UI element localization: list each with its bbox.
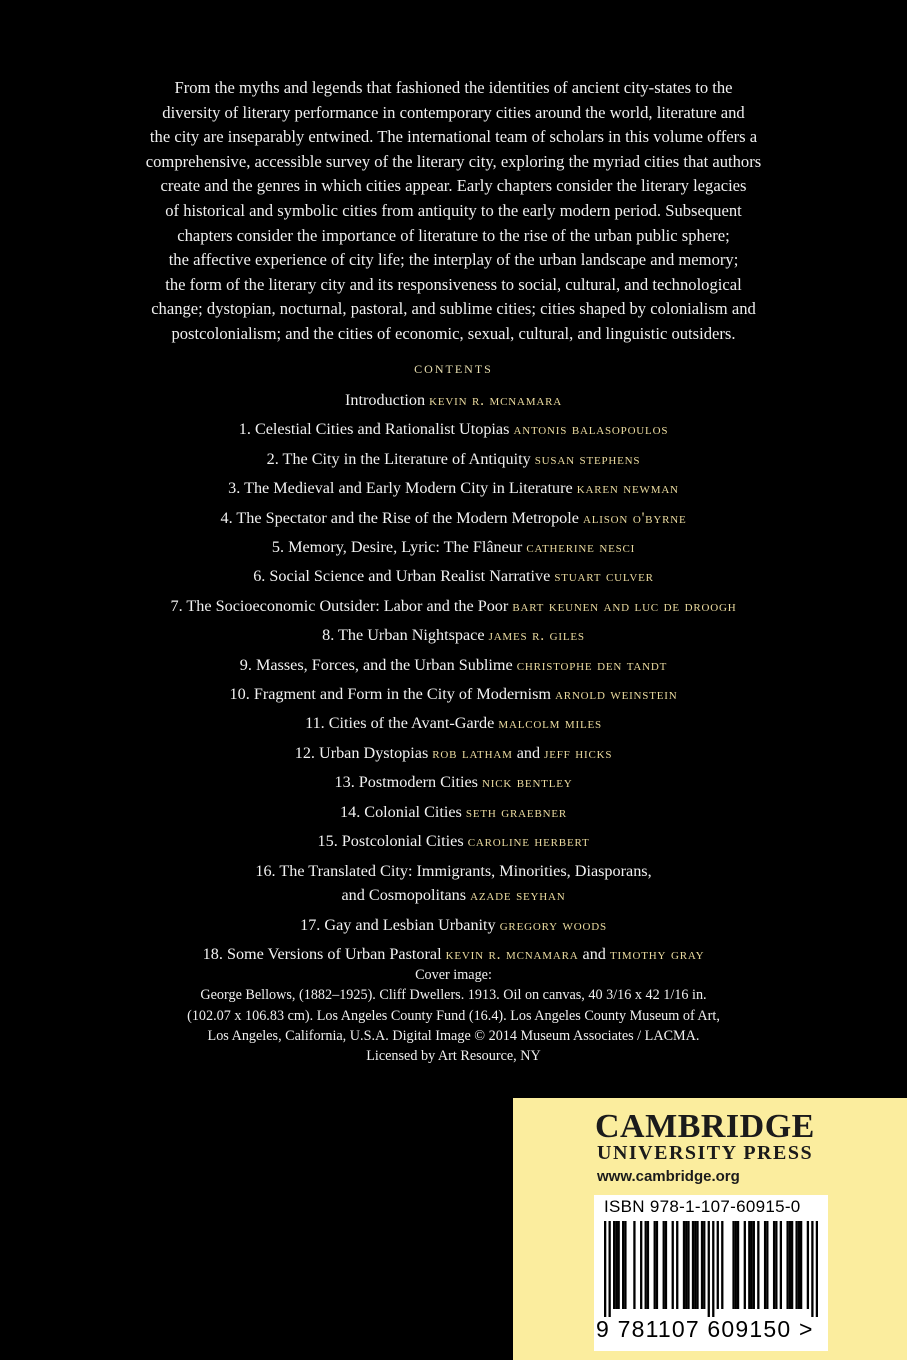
toc-title: 11. Cities of the Avant-Garde bbox=[305, 714, 495, 733]
table-of-contents bbox=[60, 386, 847, 970]
toc-author: stuart culver bbox=[554, 568, 654, 586]
toc-entry bbox=[60, 562, 847, 591]
toc-author: james r. giles bbox=[488, 627, 585, 645]
credit-line: (102.07 x 106.83 cm). Los Angeles County Fund (16.4). Los Angeles County Museum of Art, bbox=[187, 1007, 720, 1024]
barcode-bar bbox=[800, 1221, 802, 1309]
toc-entry bbox=[60, 445, 847, 474]
toc-author: susan stephens bbox=[534, 450, 641, 468]
toc-author: nick bentley bbox=[482, 774, 573, 792]
toc-author-2: jeff hicks bbox=[544, 744, 613, 762]
barcode-bar bbox=[816, 1221, 818, 1317]
toc-title-line-2: and Cosmopolitans bbox=[341, 886, 467, 905]
blurb-line: From the myths and legends that fashioned the identities of ancient city-states to the bbox=[174, 78, 733, 97]
barcode-bar bbox=[609, 1221, 611, 1317]
toc-author: alison o'byrne bbox=[583, 509, 687, 527]
barcode-bar bbox=[780, 1221, 782, 1309]
barcode-bar bbox=[737, 1221, 739, 1309]
toc-entry bbox=[60, 474, 847, 503]
toc-author: antonis balasopoulos bbox=[513, 421, 669, 439]
barcode-bar bbox=[703, 1221, 705, 1309]
cover-image-credit bbox=[120, 965, 787, 1066]
blurb-line: chapters consider the importance of literature to the rise of the urban public sphere; bbox=[177, 225, 730, 245]
blurb-line: the affective experience of city life; the interplay of the urban landscape and memory; bbox=[168, 250, 739, 270]
blurb-line: the city are inseparably entwined. The international team of scholars in this volume offers a bbox=[149, 127, 758, 147]
toc-title: 1. Celestial Cities and Rationalist Utopias bbox=[238, 420, 510, 439]
toc-title: 10. Fragment and Form in the City of Modernism bbox=[229, 685, 552, 704]
blurb-line: the form of the literary city and its responsiveness to social, cultural, and technological bbox=[165, 274, 742, 294]
toc-title: 13. Postmodern Cities bbox=[334, 773, 478, 792]
barcode-bar bbox=[766, 1221, 768, 1309]
toc-entry bbox=[60, 768, 847, 797]
barcode-bar bbox=[645, 1221, 647, 1309]
barcode-bar bbox=[683, 1221, 685, 1309]
toc-entry bbox=[60, 827, 847, 856]
toc-and: and bbox=[582, 945, 606, 964]
blurb-line: diversity of literary performance in contemporary cities around the world, literature and bbox=[162, 102, 745, 122]
barcode-bar bbox=[750, 1221, 752, 1309]
toc-author: azade seyhan bbox=[470, 887, 566, 905]
toc-entry bbox=[60, 911, 847, 940]
barcode-bar bbox=[786, 1221, 788, 1309]
barcode-bar bbox=[633, 1221, 635, 1309]
barcode-bar bbox=[775, 1221, 777, 1309]
barcode-bar bbox=[744, 1221, 746, 1309]
toc-entry bbox=[60, 651, 847, 680]
barcode-bar bbox=[811, 1221, 813, 1317]
barcode-bar bbox=[672, 1221, 674, 1309]
publisher-panel bbox=[513, 1098, 907, 1360]
barcode-bar bbox=[735, 1221, 737, 1309]
barcode-bar bbox=[685, 1221, 687, 1309]
barcode-bar bbox=[712, 1221, 714, 1317]
barcode-bar bbox=[721, 1221, 723, 1309]
barcode-bar bbox=[773, 1221, 775, 1309]
barcode-bar bbox=[663, 1221, 665, 1309]
toc-and: and bbox=[516, 743, 541, 762]
back-cover-blurb bbox=[112, 76, 795, 347]
toc-author: arnold weinstein bbox=[555, 686, 678, 704]
toc-author: caroline herbert bbox=[467, 833, 590, 851]
barcode-bar bbox=[665, 1221, 667, 1309]
barcode-bar bbox=[757, 1221, 759, 1309]
publisher-subtitle: UNIVERSITY PRESS bbox=[597, 1142, 814, 1164]
toc-author: catherine nesci bbox=[526, 539, 636, 557]
barcode-bar bbox=[791, 1221, 793, 1309]
publisher-url: www.cambridge.org bbox=[597, 1168, 740, 1185]
barcode-bar bbox=[694, 1221, 696, 1309]
toc-author: bart keunen and luc de droogh bbox=[512, 597, 737, 615]
toc-entry bbox=[60, 680, 847, 709]
blurb-line: comprehensive, accessible survey of the literary city, exploring the myriad cities that authors bbox=[145, 151, 762, 171]
barcode-bar bbox=[622, 1221, 624, 1309]
barcode-bar bbox=[748, 1221, 750, 1309]
barcode-bar bbox=[732, 1221, 734, 1309]
toc-entry bbox=[60, 798, 847, 827]
credit-line: Los Angeles, California, U.S.A. Digital Image © 2014 Museum Associates / LACMA. bbox=[207, 1027, 700, 1044]
publisher-name: CAMBRIDGE bbox=[595, 1108, 815, 1145]
toc-entry bbox=[60, 533, 847, 562]
barcode-bar bbox=[753, 1221, 755, 1309]
barcode-bar bbox=[654, 1221, 656, 1309]
barcode-bar bbox=[789, 1221, 791, 1309]
toc-entry bbox=[60, 415, 847, 444]
ean-digits: 9 781107 609150 > bbox=[596, 1316, 814, 1342]
toc-title: 8. The Urban Nightspace bbox=[322, 626, 485, 645]
barcode-bar bbox=[798, 1221, 800, 1309]
toc-author: seth graebner bbox=[465, 803, 567, 821]
toc-title: 6. Social Science and Urban Realist Narrative bbox=[253, 567, 551, 586]
toc-entry bbox=[60, 386, 847, 415]
toc-author: kevin r. mcnamara bbox=[429, 392, 562, 409]
barcode-bar bbox=[696, 1221, 698, 1309]
contents-heading: CONTENTS bbox=[414, 362, 493, 376]
barcode-bar bbox=[687, 1221, 689, 1309]
barcode-bar bbox=[604, 1221, 606, 1317]
toc-title: 3. The Medieval and Early Modern City in Literature bbox=[228, 479, 573, 498]
toc-title: 16. The Translated City: Immigrants, Minorities, Diasporans, bbox=[255, 861, 652, 880]
toc-entry bbox=[60, 739, 847, 768]
barcode-bar bbox=[764, 1221, 766, 1309]
toc-author: rob latham bbox=[432, 744, 513, 762]
barcode-bar bbox=[717, 1221, 719, 1309]
toc-title: 4. The Spectator and the Rise of the Modern Metropole bbox=[220, 508, 579, 527]
toc-entry bbox=[60, 857, 847, 911]
toc-title: Introduction bbox=[345, 391, 426, 409]
toc-title: 18. Some Versions of Urban Pastoral bbox=[202, 945, 442, 964]
toc-author: karen newman bbox=[576, 480, 679, 498]
toc-title: 7. The Socioeconomic Outsider: Labor and the Poor bbox=[170, 596, 509, 615]
blurb-line: create and the genres in which cities appear. Early chapters consider the literary legacies bbox=[160, 176, 747, 196]
barcode-bar bbox=[640, 1221, 642, 1309]
toc-title: 17. Gay and Lesbian Urbanity bbox=[300, 915, 496, 934]
barcode-bar bbox=[624, 1221, 626, 1309]
barcode-bars bbox=[604, 1221, 818, 1317]
toc-entry bbox=[60, 504, 847, 533]
toc-entry bbox=[60, 621, 847, 650]
barcode-bar bbox=[613, 1221, 615, 1309]
toc-entry bbox=[60, 709, 847, 738]
toc-author: christophe den tandt bbox=[516, 656, 668, 674]
toc-author: kevin r. mcnamara bbox=[445, 946, 579, 964]
credit-line: Licensed by Art Resource, NY bbox=[366, 1048, 541, 1065]
barcode-bar bbox=[656, 1221, 658, 1309]
blurb-line: change; dystopian, nocturnal, pastoral, and sublime cities; cities shaped by colonialism and bbox=[151, 299, 756, 319]
toc-title: 12. Urban Dystopias bbox=[294, 743, 429, 762]
toc-title: 5. Memory, Desire, Lyric: The Flâneur bbox=[271, 538, 523, 557]
barcode-bar bbox=[615, 1221, 617, 1309]
toc-title: 2. The City in the Literature of Antiquity bbox=[266, 449, 531, 468]
toc-author: gregory woods bbox=[499, 916, 607, 934]
blurb-line: of historical and symbolic cities from antiquity to the early modern period. Subsequent bbox=[165, 200, 742, 220]
barcode-bar bbox=[701, 1221, 703, 1309]
barcode-bar bbox=[618, 1221, 620, 1309]
blurb-line: postcolonialism; and the cities of economic, sexual, cultural, and linguistic outsiders. bbox=[171, 323, 736, 343]
toc-title: 9. Masses, Forces, and the Urban Sublime bbox=[239, 655, 513, 674]
barcode-bar bbox=[795, 1221, 797, 1309]
credit-line: George Bellows, (1882–1925). Cliff Dwellers. 1913. Oil on canvas, 40 3/16 x 42 1/16 in. bbox=[200, 987, 707, 1004]
barcode-bar bbox=[692, 1221, 694, 1309]
toc-title: 14. Colonial Cities bbox=[340, 802, 462, 821]
barcode-bar bbox=[807, 1221, 809, 1309]
barcode-bar bbox=[676, 1221, 678, 1309]
barcode-bar bbox=[708, 1221, 710, 1317]
toc-author: malcolm miles bbox=[498, 715, 602, 733]
credit-line: Cover image: bbox=[415, 967, 492, 983]
barcode-bar bbox=[647, 1221, 649, 1309]
isbn-label: ISBN 978-1-107-60915-0 bbox=[604, 1197, 801, 1216]
toc-title: 15. Postcolonial Cities bbox=[317, 832, 464, 851]
toc-entry bbox=[60, 592, 847, 621]
barcode-panel bbox=[594, 1195, 828, 1351]
toc-author-2: timothy gray bbox=[609, 946, 705, 964]
